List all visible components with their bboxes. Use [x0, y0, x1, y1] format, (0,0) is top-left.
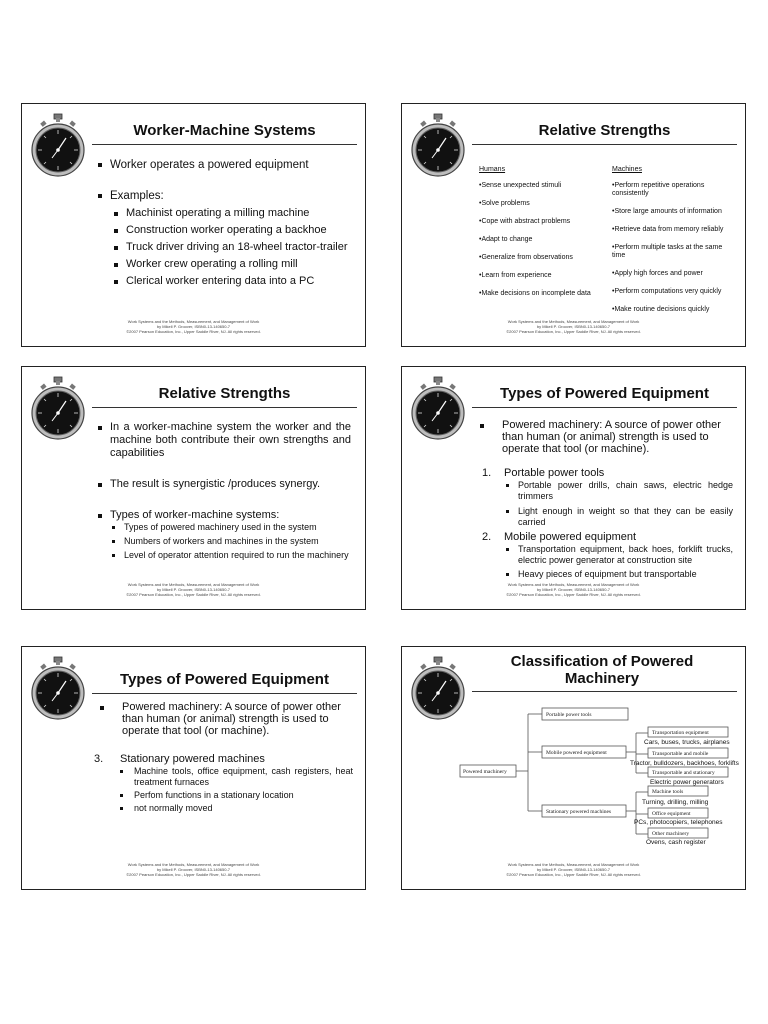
numbered-item [96, 753, 353, 766]
footer-line: Work Systems and the Methods, Measurement, and Management of Work [127, 582, 260, 587]
bullet [96, 509, 351, 522]
bullet-text: Truck driver driving an 18-wheel tractor-trailer [126, 241, 348, 253]
footer-line: by Mikell P. Groover, ISBN0-13-140650-7 [536, 867, 611, 872]
machines-column [612, 166, 730, 322]
slide-title: Types of Powered Equipment [120, 671, 329, 688]
bullet-text: Level of operator attention required to run the machinery [124, 550, 349, 560]
bullet-text: Worker crew operating a rolling mill [126, 258, 298, 270]
slide-relative-strengths-table [401, 103, 746, 347]
footer-line: by Mikell P. Groover, ISBN0-13-140650-7 [536, 587, 611, 592]
list-item: •Cope with abstract problems [479, 218, 571, 225]
footer-line: ©2007 Pearson Education, Inc., Upper Saddle River, NJ. All rights reserved. [126, 329, 261, 334]
slide-title: Classification of Powered Machinery [510, 653, 694, 687]
sub-bullet [96, 207, 351, 220]
sub-bullet [476, 506, 733, 528]
bullet-text: Machine tools, office equipment, cash registers, heat treatment furnaces [134, 766, 353, 787]
slide-types-of-powered-equipment-1 [401, 366, 746, 610]
bullet-text: The result is synergistic /produces synergy. [110, 478, 321, 490]
bullet-icon [114, 263, 118, 267]
bullet-text: Powered machinery: A source of power other than human (or animal) strength is used to operate that tool (or machine). [502, 419, 721, 455]
footer-line: ©2007 Pearson Education, Inc., Upper Saddle River, NJ. All rights reserved. [506, 872, 641, 877]
footer-line: ©2007 Pearson Education, Inc., Upper Saddle River, NJ. All rights reserved. [126, 872, 261, 877]
sub-bullet [96, 258, 351, 271]
example-text: Tractor, bulldozers, backhoes, forklifts [630, 760, 739, 767]
bullet-text: Transportation equipment, back hoes, forklift trucks, electric power generator at construction site [518, 544, 733, 565]
footer-line: Work Systems and the Methods, Measurement, and Management of Work [507, 319, 640, 324]
list-item: •Retrieve data from memory reliably [612, 226, 724, 233]
sub-bullet [476, 480, 733, 502]
slide-footer [402, 862, 745, 877]
title-rule [472, 407, 737, 408]
bullet-icon [98, 426, 102, 430]
list-item: •Perform multiple tasks at the same time [612, 244, 723, 259]
node-label: Machine tools [652, 789, 684, 795]
slide-footer [402, 582, 745, 597]
numbered-item [476, 531, 733, 544]
humans-column [479, 166, 597, 306]
list-item: •Adapt to change [479, 236, 533, 243]
bullet-icon [114, 212, 118, 216]
bullet-text: Machinist operating a milling machine [126, 207, 310, 219]
classification-tree-diagram [458, 703, 744, 853]
slide-relative-strengths [21, 366, 366, 610]
footer-line: Work Systems and the Methods, Measurement, and Management of Work [507, 582, 640, 587]
list-item: •Generalize from observations [479, 254, 573, 261]
bullet-text: Portable power drills, chain saws, electric hedge trimmers [518, 480, 733, 501]
sub-bullet [96, 275, 351, 288]
bullet-icon [98, 163, 102, 167]
footer-line: by Mikell P. Groover, ISBN0-13-140650-7 [536, 324, 611, 329]
list-item: •Solve problems [479, 200, 530, 207]
sub-bullet [96, 241, 351, 254]
numbered-item [476, 467, 733, 480]
node-label: Stationary powered machines [546, 809, 612, 815]
bullet-icon [112, 554, 115, 557]
sub-bullet [96, 790, 353, 801]
bullet-icon [120, 794, 123, 797]
node-label: Transportation equipment [652, 730, 709, 736]
list-item: •Make decisions on incomplete data [479, 290, 591, 297]
slide-classification-of-powered-machinery [401, 646, 746, 890]
column-header: Humans [479, 166, 506, 173]
example-text: Cars, buses, trucks, airplanes [644, 739, 730, 746]
bullet-icon [98, 514, 102, 518]
sub-bullet [476, 569, 733, 580]
slide-footer [402, 319, 745, 334]
footer-line: by Mikell P. Groover, ISBN0-13-140650-7 [156, 867, 231, 872]
title-rule [92, 693, 357, 694]
bullet-icon [506, 484, 509, 487]
item-text: Portable power tools [504, 467, 605, 479]
bullet-icon [506, 510, 509, 513]
node-label: Mobile powered equipment [546, 750, 607, 756]
bullet-icon [480, 424, 484, 428]
sub-bullet [96, 550, 351, 561]
slide-title: Relative Strengths [538, 122, 671, 139]
bullet-icon [98, 483, 102, 487]
bullet-icon [114, 246, 118, 250]
title-rule [92, 144, 357, 145]
bullet-icon [112, 526, 115, 529]
node-label: Office equipment [652, 811, 691, 817]
stopwatch-icon [410, 375, 466, 443]
bullet-icon [120, 807, 123, 810]
item-text: Mobile powered equipment [504, 531, 637, 543]
item-number: 1. [482, 467, 492, 479]
bullet-icon [506, 573, 509, 576]
title-rule [472, 691, 737, 692]
bullet-text: Examples: [110, 190, 164, 202]
stopwatch-icon [30, 375, 86, 443]
bullet-icon [100, 706, 104, 710]
node-label: Transportable and mobile [652, 751, 709, 757]
node-label: Powered machinery [463, 769, 507, 775]
slide-types-of-powered-equipment-2 [21, 646, 366, 890]
bullet-text: Powered machinery: A source of power other than human (or animal) strength is used to operate that tool (or machine). [122, 701, 341, 737]
list-item: •Store large amounts of information [612, 208, 722, 215]
slide-title: Types of Powered Equipment [500, 385, 709, 402]
bullet-text: Heavy pieces of equipment but transportable [518, 569, 697, 579]
list-item: •Make routine decisions quickly [612, 306, 710, 313]
slide-footer [22, 862, 365, 877]
title-rule [472, 144, 737, 145]
list-item: •Sense unexpected stimuli [479, 182, 562, 189]
bullet [96, 421, 351, 460]
footer-line: by Mikell P. Groover, ISBN0-13-140650-7 [156, 324, 231, 329]
stopwatch-icon [410, 112, 466, 180]
footer-line: by Mikell P. Groover, ISBN0-13-140650-7 [156, 587, 231, 592]
list-item: •Perform repetitive operations consistently [612, 182, 705, 197]
slide-title: Relative Strengths [158, 385, 291, 402]
bullet-text: Perfom functions in a stationary location [134, 790, 294, 800]
example-text: Ovens, cash register [646, 839, 706, 846]
sub-bullet [96, 224, 351, 237]
example-text: Electric power generators [650, 779, 724, 786]
footer-line: ©2007 Pearson Education, Inc., Upper Saddle River, NJ. All rights reserved. [126, 592, 261, 597]
bullet-text: Construction worker operating a backhoe [126, 224, 327, 236]
bullet [96, 478, 351, 491]
node-label: Portable power tools [546, 712, 592, 718]
bullet-icon [114, 280, 118, 284]
bullet [96, 158, 351, 172]
slide-worker-machine-systems [21, 103, 366, 347]
stopwatch-icon [30, 112, 86, 180]
bullet-icon [114, 229, 118, 233]
bullet-text: Types of powered machinery used in the system [124, 522, 317, 532]
list-item: •Learn from experience [479, 272, 552, 279]
node-label: Transportable and stationary [652, 770, 715, 776]
bullet-text: In a worker-machine system the worker and the machine both contribute their own strengths and capabilities [110, 421, 351, 459]
slide-footer [22, 319, 365, 334]
sub-bullet [476, 544, 733, 566]
slide-footer [22, 582, 365, 597]
footer-line: ©2007 Pearson Education, Inc., Upper Saddle River, NJ. All rights reserved. [506, 329, 641, 334]
title-rule [92, 407, 357, 408]
bullet-text: not normally moved [134, 803, 213, 813]
footer-line: Work Systems and the Methods, Measurement, and Management of Work [127, 862, 260, 867]
slide-title: Worker-Machine Systems [133, 122, 316, 139]
list-item: •Perform computations very quickly [612, 288, 722, 295]
sub-bullet [96, 803, 353, 814]
node-label: Other machinery [652, 831, 690, 837]
item-number: 3. [94, 753, 104, 765]
sub-bullet [96, 766, 353, 788]
stopwatch-icon [30, 655, 86, 723]
bullet [96, 701, 353, 737]
example-text: PCs, photocopiers, telephones [634, 819, 723, 826]
bullet-text: Numbers of workers and machines in the system [124, 536, 319, 546]
bullet-icon [120, 770, 123, 773]
bullet [96, 189, 351, 203]
sub-bullet [96, 536, 351, 547]
bullet-icon [506, 548, 509, 551]
list-item: •Apply high forces and power [612, 270, 703, 277]
item-number: 2. [482, 531, 492, 543]
example-text: Turning, drilling, milling [642, 799, 709, 806]
bullet-icon [98, 194, 102, 198]
bullet [476, 419, 733, 455]
sub-bullet [96, 522, 351, 533]
column-header: Machines [612, 166, 642, 173]
bullet-icon [112, 540, 115, 543]
bullet-text: Worker operates a powered equipment [110, 159, 309, 171]
footer-line: Work Systems and the Methods, Measurement, and Management of Work [127, 319, 260, 324]
bullet-text: Clerical worker entering data into a PC [126, 275, 315, 287]
bullet-text: Light enough in weight so that they can be easily carried [518, 506, 733, 527]
item-text: Stationary powered machines [120, 753, 265, 765]
footer-line: ©2007 Pearson Education, Inc., Upper Saddle River, NJ. All rights reserved. [506, 592, 641, 597]
footer-line: Work Systems and the Methods, Measurement, and Management of Work [507, 862, 640, 867]
bullet-text: Types of worker-machine systems: [110, 509, 280, 521]
